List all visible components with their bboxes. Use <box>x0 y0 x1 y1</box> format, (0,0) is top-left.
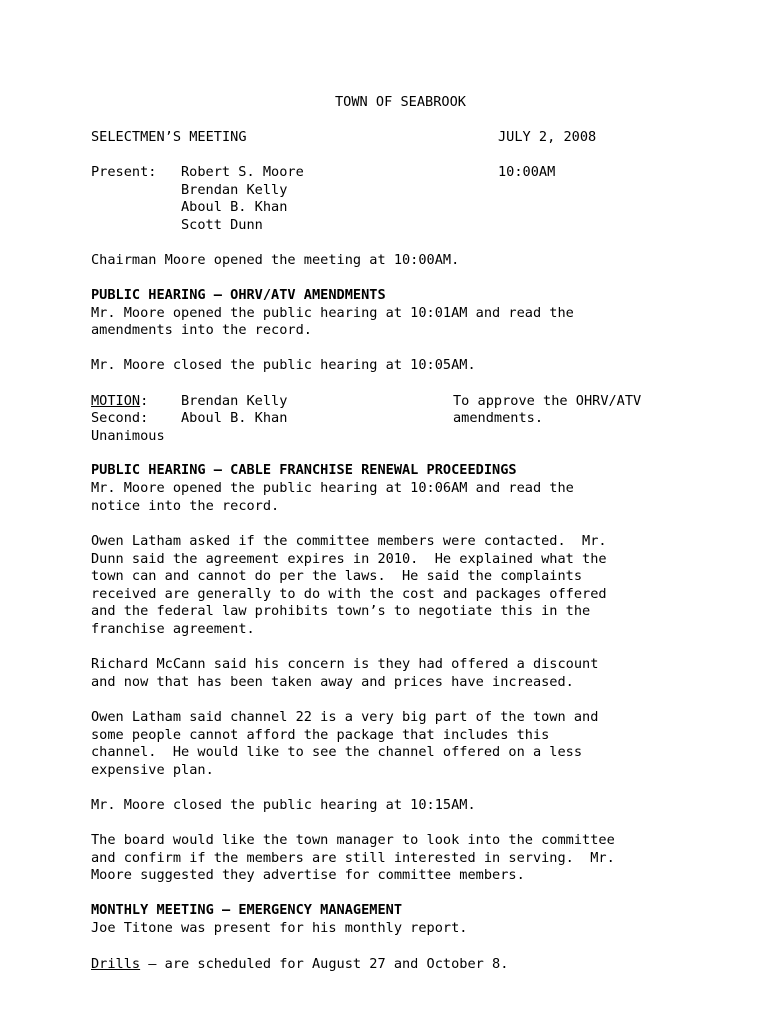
paragraph-line: The board would like the town manager to look into the committee <box>91 832 615 848</box>
second-label: Second: <box>91 410 149 426</box>
meeting-name: SELECTMEN’S MEETING <box>91 129 247 145</box>
paragraph-line: and confirm if the members are still interested in serving. Mr. <box>91 849 615 866</box>
paragraph-line: channel. He would like to see the channel offered on a less <box>91 744 583 760</box>
second-by: Aboul B. Khan <box>181 410 288 426</box>
motion-label-text: MOTION <box>91 392 141 409</box>
motion-text: To approve the OHRV/ATV <box>453 392 642 409</box>
paragraph-line: Moore suggested they advertise for committee members. <box>91 867 525 883</box>
document-title: TOWN OF SEABROOK <box>335 94 466 110</box>
paragraph-line: expensive plan. <box>91 761 214 778</box>
motion-label-colon: : <box>140 392 149 409</box>
section-heading-emergency: MONTHLY MEETING – EMERGENCY MANAGEMENT <box>91 902 402 918</box>
hearing-closed: Mr. Moore closed the public hearing at 10:05AM. <box>91 357 476 373</box>
paragraph-line: and the federal law prohibits town’s to negotiate this in the <box>91 603 591 619</box>
paragraph-line: Owen Latham asked if the committee members were contacted. Mr. <box>91 533 607 549</box>
paragraph-line: Joe Titone was present for his monthly report. <box>91 920 468 936</box>
section-heading-ohrv: PUBLIC HEARING – OHRV/ATV AMENDMENTS <box>91 287 386 303</box>
opening-statement: Chairman Moore opened the meeting at 10:00AM. <box>91 252 460 268</box>
drills-text: – are scheduled for August 27 and October 8. <box>140 955 509 972</box>
present-member: Scott Dunn <box>181 216 263 233</box>
hearing-closed: Mr. Moore closed the public hearing at 10:15AM. <box>91 797 476 813</box>
present-member: Aboul B. Khan <box>181 199 288 215</box>
paragraph-line: some people cannot afford the package that includes this <box>91 726 550 743</box>
paragraph-line: notice into the record. <box>91 497 280 514</box>
paragraph-line: Dunn said the agreement expires in 2010. He explained what the <box>91 550 607 567</box>
drills-label: Drills <box>91 955 141 972</box>
paragraph-line: town can and cannot do per the laws. He said the complaints <box>91 568 583 584</box>
paragraph-line: Owen Latham said channel 22 is a very big part of the town and <box>91 709 599 725</box>
section-heading-cable: PUBLIC HEARING – CABLE FRANCHISE RENEWAL PROCEEDINGS <box>91 462 517 478</box>
meeting-time: 10:00AM <box>498 164 556 180</box>
motion-by: Brendan Kelly <box>181 392 288 409</box>
motion-text: amendments. <box>453 410 544 426</box>
motion-result: Unanimous <box>91 427 165 444</box>
paragraph-line: Mr. Moore opened the public hearing at 10:01AM and read the <box>91 304 574 321</box>
present-label: Present: <box>91 164 157 180</box>
paragraph-line: amendments into the record. <box>91 322 312 338</box>
meeting-date: JULY 2, 2008 <box>498 129 597 145</box>
paragraph-line: franchise agreement. <box>91 620 255 637</box>
paragraph-line: received are generally to do with the cost and packages offered <box>91 585 607 602</box>
present-member: Robert S. Moore <box>181 164 304 180</box>
motion-label <box>91 393 148 411</box>
drills-line <box>91 956 508 974</box>
paragraph-line: Mr. Moore opened the public hearing at 10:06AM and read the <box>91 480 574 496</box>
present-member: Brendan Kelly <box>181 181 288 198</box>
paragraph-line: Richard McCann said his concern is they had offered a discount <box>91 656 599 672</box>
paragraph-line: and now that has been taken away and prices have increased. <box>91 673 574 690</box>
